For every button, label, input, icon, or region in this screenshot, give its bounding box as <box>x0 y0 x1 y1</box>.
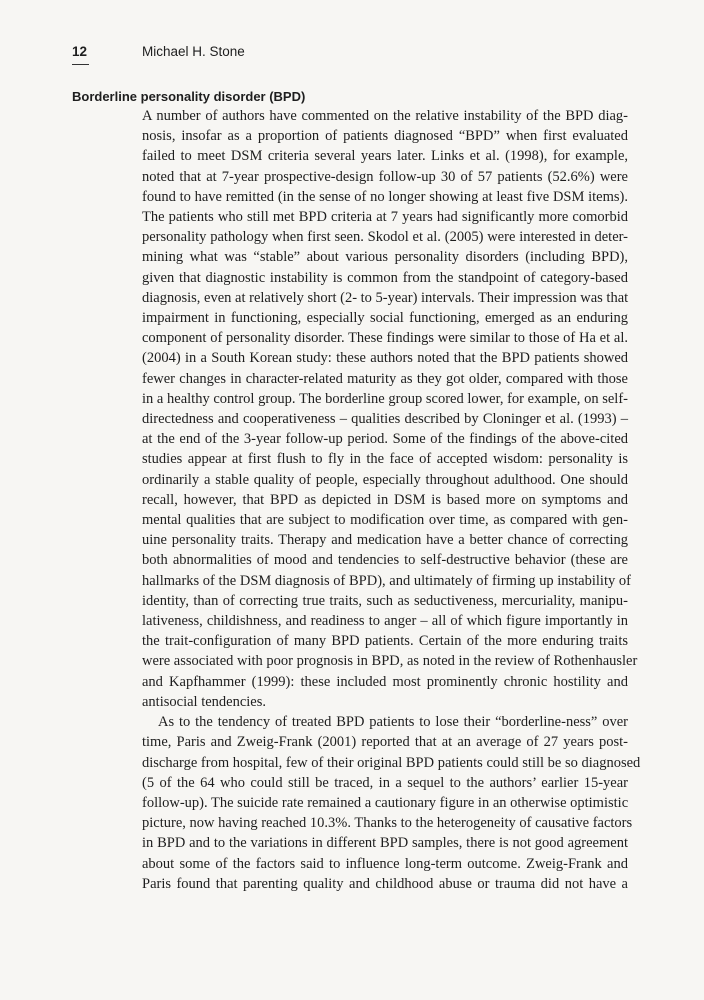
text-line: both abnormalities of mood and tendencies to self-destructive behavior (these are <box>142 552 628 569</box>
text-line: A number of authors have commented on the relative instability of the BPD diag- <box>142 108 628 124</box>
text-line: uine personality traits. Therapy and medication have a better chance of correcting <box>142 532 628 549</box>
text-line: component of personality disorder. These findings were similar to those of Ha et al. <box>142 330 628 347</box>
text-line: impairment in functioning, especially social functioning, emerged as an enduring <box>142 310 628 327</box>
text-line: personality pathology when first seen. Skodol et al. (2005) were interested in deter- <box>142 229 628 246</box>
text-line: at the end of the 3-year follow-up period. Some of the findings of the above-cited <box>142 431 628 448</box>
text-line: time, Paris and Zweig-Frank (2001) reported that at an average of 27 years post- <box>142 734 628 751</box>
text-line: fewer changes in character-related maturity as they got older, compared with those <box>142 370 628 387</box>
text-line: lativeness, childishness, and readiness to anger – all of which figure importantly in <box>142 613 628 630</box>
text-line: noted that at 7-year prospective-design follow-up 30 of 57 patients (52.6%) were <box>142 168 628 185</box>
paragraph <box>142 106 638 712</box>
text-line: antisocial tendencies. <box>142 693 267 710</box>
text-line: Paris found that parenting quality and childhood abuse or trauma did not have a <box>142 875 628 892</box>
text-line: recall, however, that BPD as depicted in DSM is based more on symptoms and <box>142 491 628 508</box>
text-line: diagnosis, even at relatively short (2- to 5-year) intervals. Their impression was that <box>142 289 629 306</box>
text-line: about some of the factors said to influence long-term outcome. Zweig-Frank and <box>142 855 628 872</box>
text-line: The patients who still met BPD criteria at 7 years had significantly more comorbid <box>142 209 628 226</box>
text-line: directedness and cooperativeness – qualities described by Cloninger et al. (1993) – <box>142 411 628 428</box>
text-line: (2004) in a South Korean study: these authors noted that the BPD patients showed <box>142 350 628 367</box>
text-line: studies appear at first flush to fly in the face of accepted wisdom: personality is <box>142 451 628 468</box>
text-line: (5 of the 64 who could still be traced, in a sequel to the authors’ earlier 15-year <box>142 774 628 791</box>
text-line: were associated with poor prognosis in BPD, as noted in the review of Rothenhausler <box>142 653 638 670</box>
text-line: in a healthy control group. The borderline group scored lower, for example, on self- <box>142 390 628 407</box>
text-line: discharge from hospital, few of their original BPD patients could still be so diagnosed <box>142 754 641 771</box>
text-line: failed to meet DSM criteria several years later. Links et al. (1998), for example, <box>142 148 628 165</box>
text-line: follow-up). The suicide rate remained a cautionary figure in an otherwise optimistic <box>142 794 629 811</box>
text-line: identity, than of correcting true traits, such as seductiveness, mercuriality, manipu- <box>142 592 628 609</box>
text-line: ordinarily a stable quality of people, especially throughout adulthood. One should <box>142 471 628 488</box>
text-line: mining what was “stable” about various personality disorders (including BPD), <box>142 249 628 266</box>
header-rule <box>72 64 89 65</box>
paragraph <box>142 712 641 894</box>
body-text <box>142 106 641 894</box>
text-line: nosis, insofar as a proportion of patients diagnosed “BPD” when first evaluated <box>142 128 628 145</box>
running-author: Michael H. Stone <box>142 44 245 59</box>
text-line: given that diagnostic instability is common from the standpoint of category-based <box>142 269 628 286</box>
text-line: As to the tendency of treated BPD patients to lose their “borderline-ness” over <box>158 714 628 731</box>
running-header <box>72 44 245 59</box>
text-line: hallmarks of the DSM diagnosis of BPD), and ultimately of firming up instability of <box>142 572 631 589</box>
text-line: found to have remitted (in the sense of no longer showing at least five DSM items). <box>142 188 628 205</box>
text-line: and Kapfhammer (1999): these included most prominently chronic hostility and <box>142 673 628 690</box>
section-heading: Borderline personality disorder (BPD) <box>72 89 306 104</box>
text-line: in BPD and to the variations in different BPD samples, there is not good agreement <box>142 835 628 852</box>
page-number: 12 <box>72 44 88 59</box>
text-line: picture, now having reached 10.3%. Thanks to the heterogeneity of causative factors <box>142 815 633 832</box>
text-line: mental qualities that are subject to modification over time, as compared with gen- <box>142 512 628 529</box>
text-line: the trait-configuration of many BPD patients. Certain of the more enduring traits <box>142 633 628 650</box>
